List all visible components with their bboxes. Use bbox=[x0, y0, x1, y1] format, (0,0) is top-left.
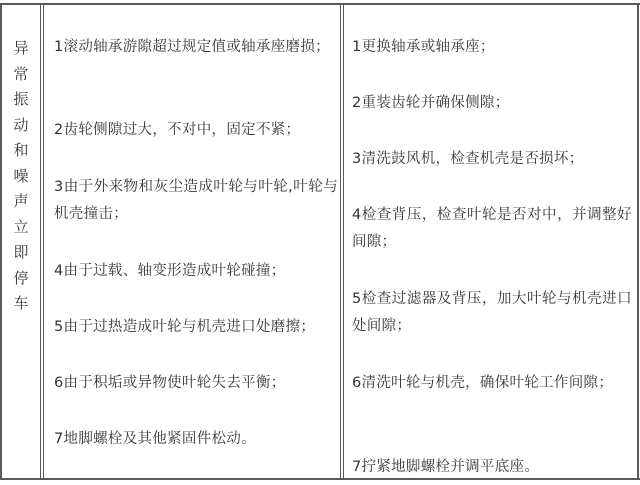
column-divider bbox=[43, 3, 44, 480]
cause-item: 5由于过热造成叶轮与机壳进口处磨擦； bbox=[54, 319, 316, 335]
cause-item: 3由于外来物和灰尘造成叶轮与叶轮,叶轮与机壳撞击； bbox=[54, 179, 338, 222]
action-item: 6清洗叶轮与机壳，确保叶轮工作间隙； bbox=[352, 375, 614, 391]
action-item: 7拧紧地脚螺栓并调平底座。 bbox=[352, 459, 540, 475]
row-label-char: 即 bbox=[13, 243, 29, 261]
table-top-border bbox=[0, 3, 640, 5]
column-divider bbox=[340, 3, 341, 480]
cause-item: 1滚动轴承游隙超过规定值或轴承座磨损； bbox=[54, 39, 330, 55]
row-label-char: 车 bbox=[13, 294, 29, 312]
cause-item: 6由于积垢或异物使叶轮失去平衡； bbox=[54, 375, 286, 391]
row-label-char: 振 bbox=[13, 90, 29, 108]
cause-item: 2齿轮侧隙过大，不对中，固定不紧； bbox=[54, 122, 301, 138]
row-label-fault-type bbox=[2, 36, 40, 317]
action-item: 3清洗鼓风机，检查机壳是否损坏； bbox=[352, 151, 584, 167]
action-item: 5检查过滤器及背压，加大叶轮与机壳进口处间隙； bbox=[352, 291, 632, 334]
cause-item: 4由于过载、轴变形造成叶轮碰撞； bbox=[54, 263, 286, 279]
row-label-char: 动 bbox=[13, 115, 29, 134]
row-label-char: 和 bbox=[13, 141, 29, 159]
column-divider bbox=[343, 3, 344, 480]
cause-item: 7地脚螺栓及其他紧固件松动。 bbox=[54, 431, 256, 447]
table-right-border bbox=[637, 3, 639, 480]
action-item: 1更换轴承或轴承座； bbox=[352, 39, 495, 55]
action-item: 4检查背压，检查叶轮是否对中，并调整好间隙； bbox=[352, 207, 632, 250]
row-label-char: 立 bbox=[13, 217, 29, 236]
row-label-char: 声 bbox=[13, 192, 29, 210]
row-label-char: 停 bbox=[13, 268, 29, 287]
row-label-char: 噪 bbox=[13, 166, 29, 185]
row-label-char: 异 bbox=[13, 39, 29, 57]
row-label-char: 常 bbox=[13, 64, 29, 83]
action-item: 2重装齿轮并确保侧隙； bbox=[352, 95, 510, 111]
column-divider bbox=[40, 3, 41, 480]
